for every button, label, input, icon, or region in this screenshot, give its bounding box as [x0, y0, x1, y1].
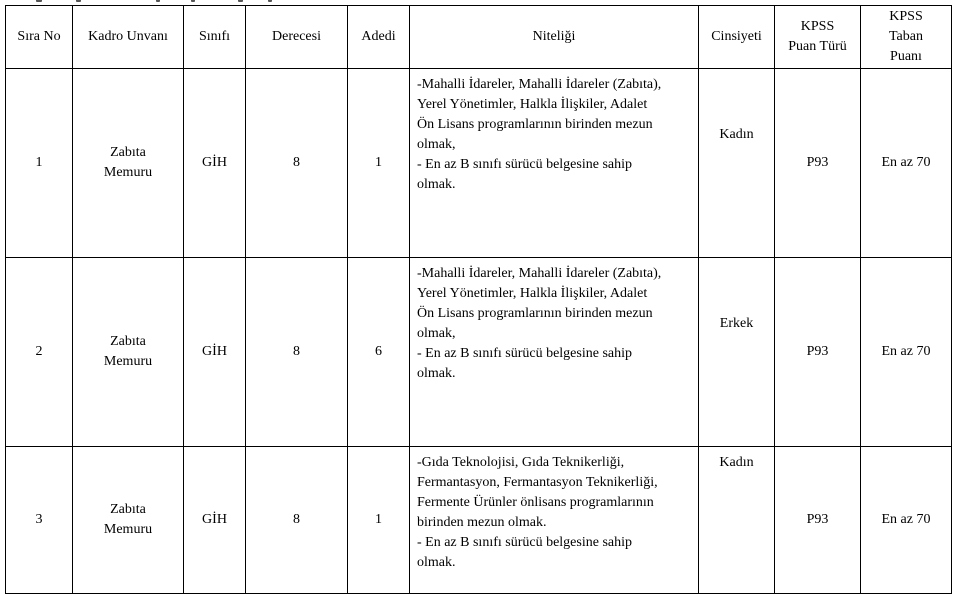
cell-puan-turu: P93 [775, 258, 861, 447]
cell-niteligi [410, 447, 699, 594]
unvan-line: Zabıta [110, 334, 146, 349]
cell-kadro-unvani [73, 447, 184, 594]
table-row [6, 258, 952, 447]
niteligi-line: olmak, [417, 326, 456, 341]
cell-puan-turu: P93 [775, 447, 861, 594]
cell-puan-turu: P93 [775, 69, 861, 258]
unvan-line: Zabıta [110, 502, 146, 517]
unvan-line: Memuru [103, 165, 153, 180]
table-row [6, 69, 952, 258]
cell-cinsiyeti: Erkek [699, 258, 775, 447]
cell-adedi: 1 [348, 447, 410, 594]
cell-sira-no: 2 [6, 258, 73, 447]
niteligi-line: olmak, [417, 137, 456, 152]
cell-sinifi: GİH [184, 447, 246, 594]
header-sira-no: Sıra No [6, 6, 73, 69]
cell-niteligi [410, 258, 699, 447]
niteligi-line: Yerel Yönetimler, Halkla İlişkiler, Adalet [417, 286, 648, 301]
unvan-line: Memuru [103, 354, 153, 369]
cell-kadro-unvani [73, 258, 184, 447]
cell-taban-puani: En az 70 [861, 447, 952, 594]
cell-derecesi: 8 [246, 69, 348, 258]
unvan-line: Zabıta [110, 145, 146, 160]
niteligi-line: - En az B sınıfı sürücü belgesine sahip [417, 157, 633, 172]
header-derecesi: Derecesi [246, 6, 348, 69]
niteligi-line: -Mahalli İdareler, Mahalli İdareler (Zabıta), [417, 266, 662, 281]
cell-adedi: 1 [348, 69, 410, 258]
niteligi-line: Ön Lisans programlarının birinden mezun [417, 306, 653, 321]
cropped-text-fragment [6, 0, 416, 4]
header-kadro-unvani: Kadro Unvanı [73, 6, 184, 69]
cell-derecesi: 8 [246, 447, 348, 594]
cell-niteligi [410, 69, 699, 258]
header-adedi: Adedi [348, 6, 410, 69]
table-row [6, 447, 952, 594]
header-kpss-taban-puani [861, 6, 952, 69]
header-kpss-puan-turu-line: KPSS [800, 19, 835, 34]
header-kpss-puan-turu-line: Puan Türü [788, 39, 847, 54]
cell-derecesi: 8 [246, 258, 348, 447]
unvan-line: Memuru [103, 522, 153, 537]
header-sinifi: Sınıfı [184, 6, 246, 69]
niteligi-line: - En az B sınıfı sürücü belgesine sahip [417, 535, 633, 550]
cell-kadro-unvani [73, 69, 184, 258]
niteligi-line: birinden mezun olmak. [417, 515, 547, 530]
niteligi-line: -Mahalli İdareler, Mahalli İdareler (Zabıta), [417, 77, 662, 92]
table-header-row [6, 6, 952, 69]
cell-sira-no: 3 [6, 447, 73, 594]
cell-cinsiyeti: Kadın [699, 69, 775, 258]
niteligi-line: Fermantasyon, Fermantasyon Teknikerliği, [417, 475, 658, 490]
niteligi-line: -Gıda Teknolojisi, Gıda Teknikerliği, [417, 455, 625, 470]
header-niteligi: Niteliği [410, 6, 699, 69]
kadro-table [5, 5, 952, 594]
header-kpss-puan-turu [775, 6, 861, 69]
cell-sira-no: 1 [6, 69, 73, 258]
cell-adedi: 6 [348, 258, 410, 447]
niteligi-line: Yerel Yönetimler, Halkla İlişkiler, Adalet [417, 97, 648, 112]
cell-taban-puani: En az 70 [861, 258, 952, 447]
niteligi-line: - En az B sınıfı sürücü belgesine sahip [417, 346, 633, 361]
niteligi-line: olmak. [417, 366, 456, 381]
cell-sinifi: GİH [184, 69, 246, 258]
niteligi-line: Fermente Ürünler önlisans programlarının [417, 495, 654, 510]
niteligi-line: olmak. [417, 177, 456, 192]
header-cinsiyeti: Cinsiyeti [699, 6, 775, 69]
cell-taban-puani: En az 70 [861, 69, 952, 258]
header-kpss-taban-line: Puanı [890, 49, 922, 64]
niteligi-line: Ön Lisans programlarının birinden mezun [417, 117, 653, 132]
header-kpss-taban-line: Taban [888, 29, 923, 44]
cell-sinifi: GİH [184, 258, 246, 447]
cell-cinsiyeti: Kadın [699, 447, 775, 594]
niteligi-line: olmak. [417, 555, 456, 570]
header-kpss-taban-line: KPSS [889, 9, 923, 24]
